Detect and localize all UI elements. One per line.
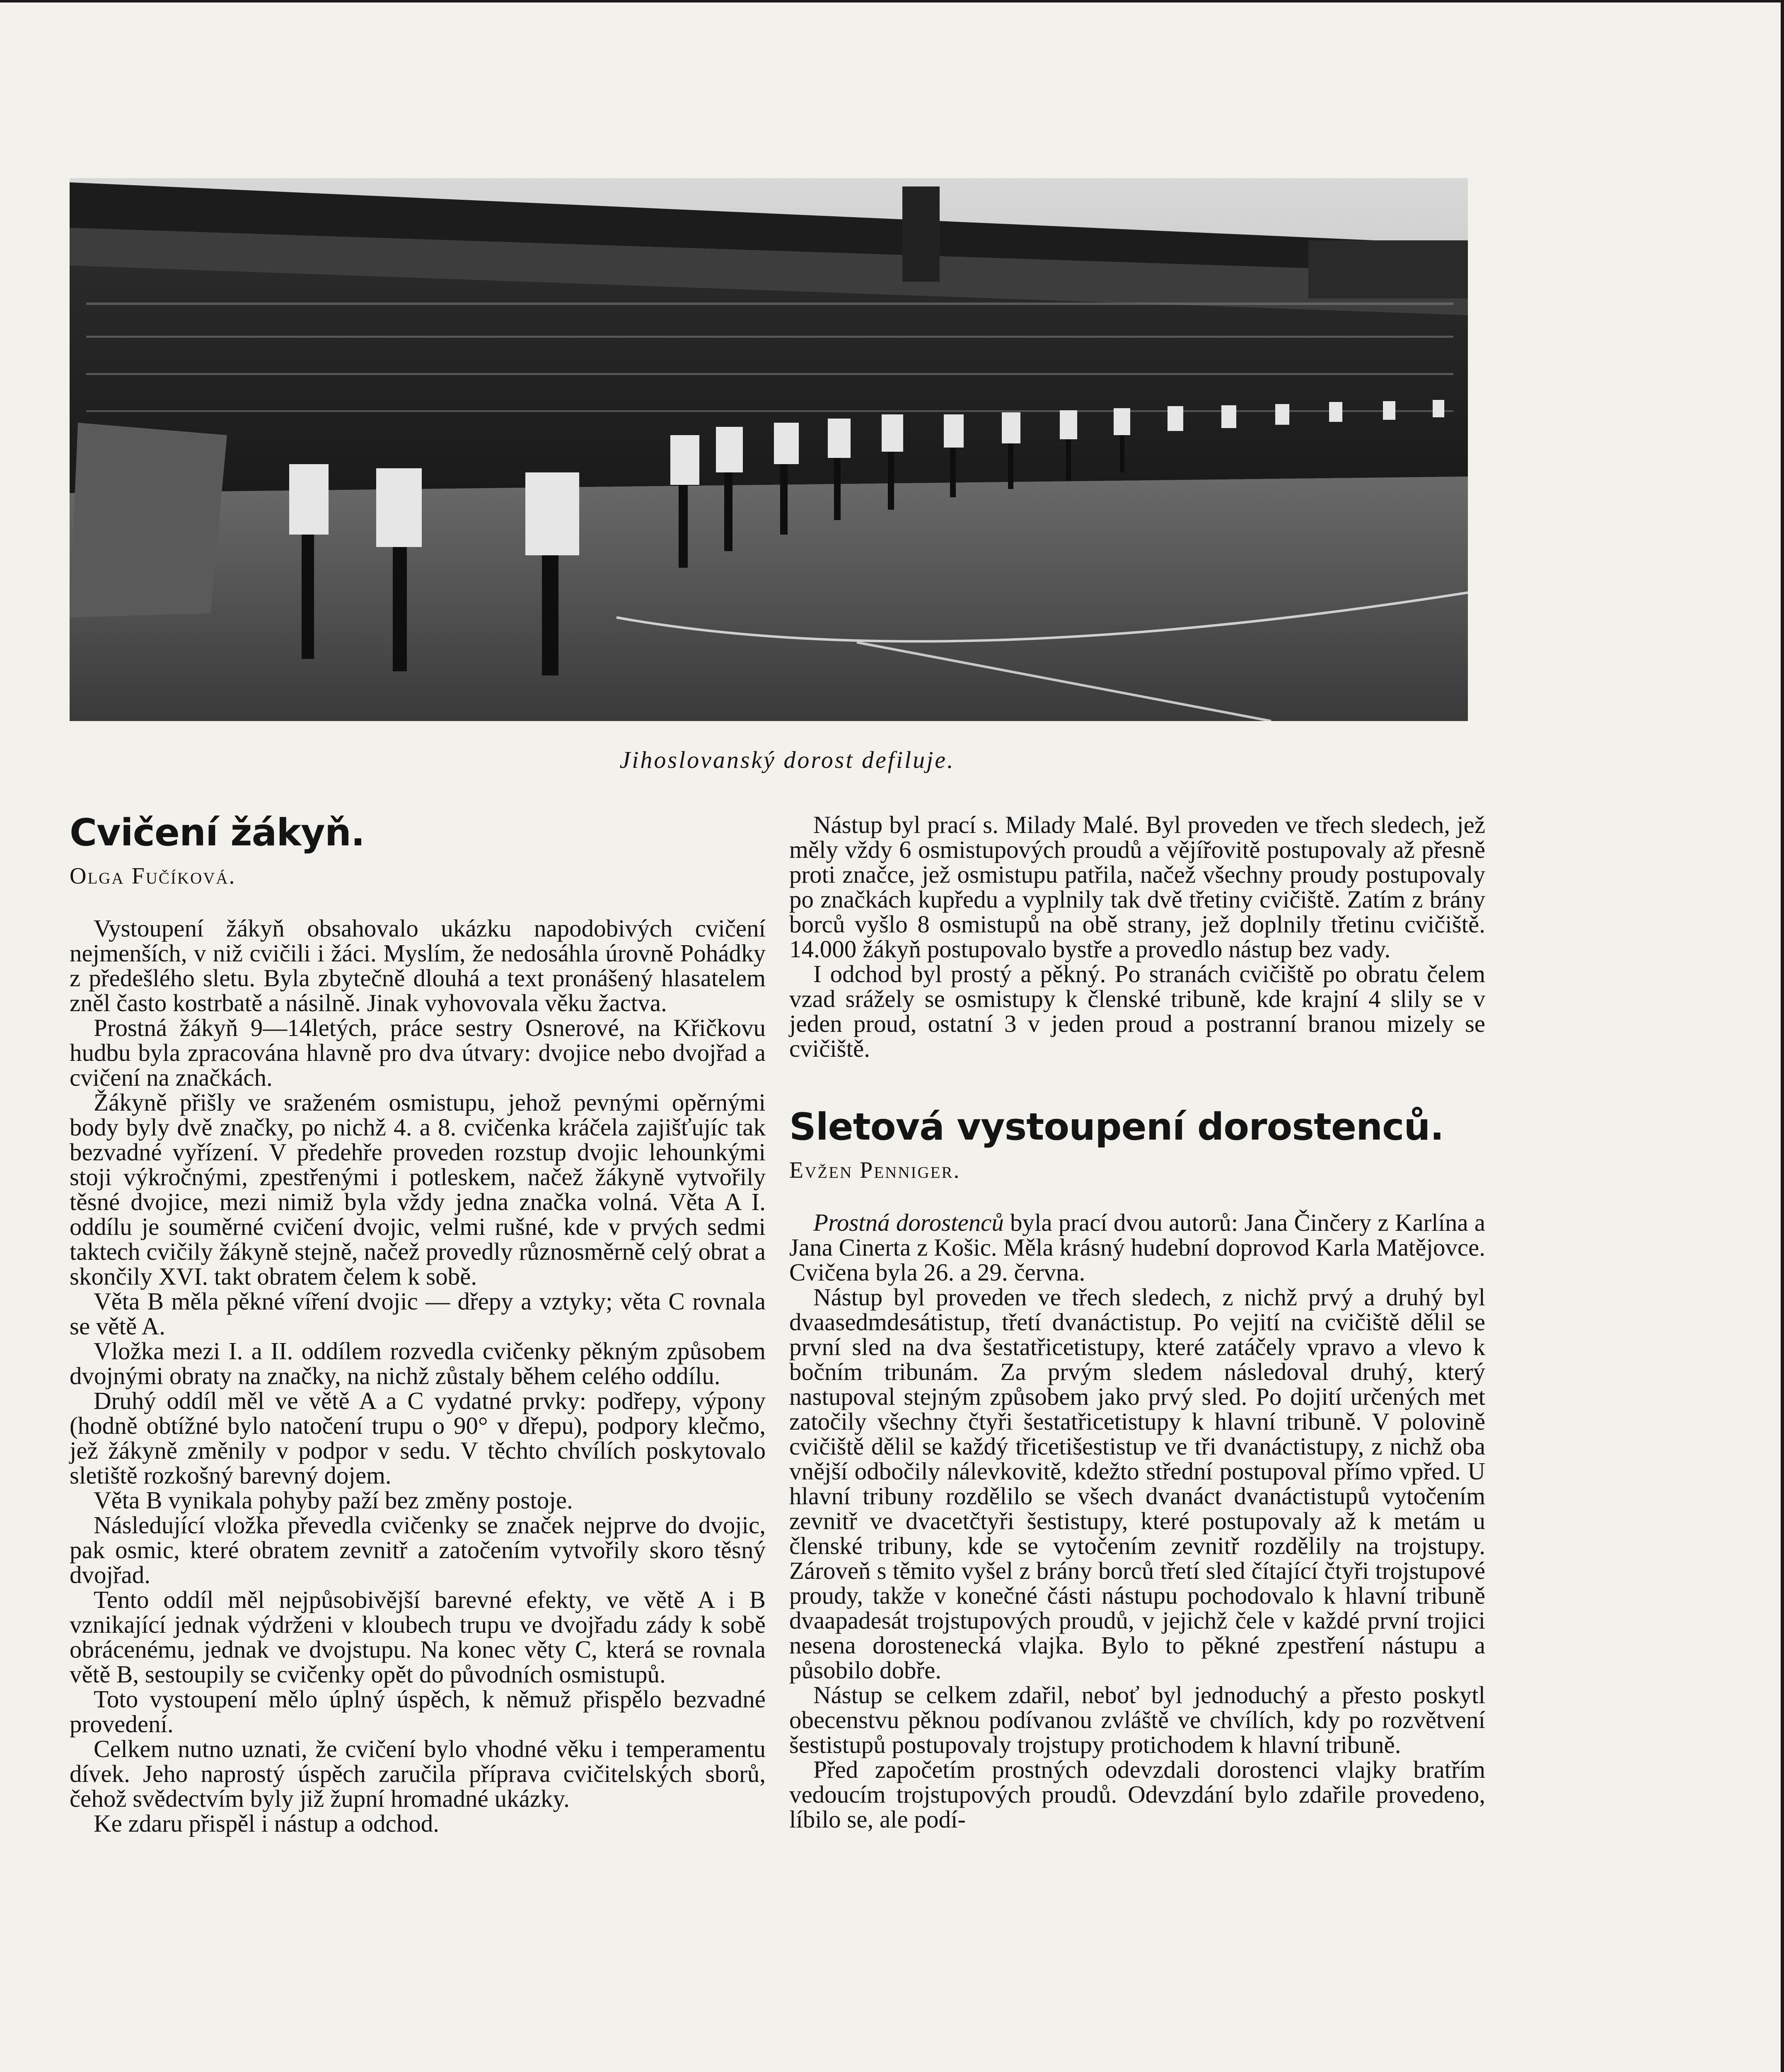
left-column [70,812,766,1836]
article-title-zakyne: Cvičení žákyň. [70,811,365,854]
paragraph: Nástup se celkem zdařil, neboť byl jednoduchý a přesto poskytl obecenstvu pěknou podívanou zvláště ve chvílích, kdy po rozvětvení šestistupů postupovaly trojstupy protichodem k hlavní tribuně. [789,1681,1485,1758]
paragraph: Věta B vynikala pohyby paží bez změny postoje. [94,1486,573,1514]
paragraph: Prostná žákyň 9—14letých, práce sestry Osnerové, na Křičkovu hudbu byla zpracována hlavně pro dva útvary: dvojice nebo dvojřad a cvičení na značkách. [70,1014,766,1091]
article-title-dorostenci: Sletová vystoupení dorostenců. [789,1105,1444,1149]
paragraph: Toto vystoupení mělo úplný úspěch, k němuž přispělo bezvadné provedení. [70,1685,766,1738]
italic-term: Prostná dorostenců [813,1209,1004,1236]
paragraph: Ke zdaru přispěl i nástup a odchod. [94,1810,439,1837]
paragraph-text: byla prací dvou autorů: Jana Činčery z Karlína a Jana Cinerta z Košic. Měla krásný hudební doprovod Karla Matějovce. Cvičena byla 26. a 29. června. [789,1209,1485,1286]
scan-edge-right [1781,0,1784,2072]
paragraph: Žákyně přišly ve sraženém osmistupu, jehož pevnými opěrnými body byly dvě značky, po nichž 4. a 8. cvičenka kráčela zajišťujíc tak bezvadné vyřízení. V předehře proveden rozstup dvojic lehounkými stoji výkročnými, zpestřenými i potleskem, načež žákyně vytvořily těsné dvojice, mezi nimiž byla vždy jedna značka volná. Věta A I. oddílu je souměrné cvičení dvojic, velmi rušné, kde v prvých sedmi taktech cvičily žákyně stejně, načež provedly různosměrně celý obrat a skončily XVI. takt obratem čelem k sobě. [70,1089,766,1290]
paragraph: Druhý oddíl měl ve větě A a C vydatné prvky: podřepy, výpony (hodně obtížné bylo natočení trupu o 90° v dřepu), podpory klečmo, jež žákyně změnily v podpor v sedu. V těchto chvílích poskytovalo sletiště rozkošný barevný dojem. [70,1387,766,1489]
paragraph: Nástup byl proveden ve třech sledech, z nichž prvý a druhý byl dvaasedmdesátistup, třetí dvanáctistup. Po vejití na cvičiště dělil se první sled na dva šestatřicetistupy, které zatáčely vpravo a vlevo k bočním tribunám. Za prvým sledem následoval druhý, který nastupoval stejným způsobem jako prvý sled. Po dojití určených met zatočily všechny čtyři šestatřicetistupy k hlavní tribuně. V polovině cvičiště dělil se každý třicetišestistup ve tři dvanáctistupy, z nichž oba vnější odbočily nálevkovitě, kdežto střední postupoval přímo vpřed. U hlavní tribuny rozdělilo se všech dvanáct dvanáctistupů vytočením zevnitř ve dvacetčtyři šestistupy, které postupovaly až k metám u členské tribuny, kde se vytočením zevnitř rozdělily na trojstupy. Zároveň s těmito vyšel z brány borců třetí sled čítající čtyři trojstupové proudy, takže v konečné části nástupu pochodovalo k hlavní tribuně dvaapadesát trojstupových proudů, v jejichž čele v každé první trojici nesena dorostenecká vlajka. Bylo to pěkné zpestření nástupu a působilo dobře. [789,1283,1485,1684]
paragraph: Vystoupení žákyň obsahovalo ukázku napodobivých cvičení nejmenších, v niž cvičili i žáci. Myslím, že nedosáhla úrovně Pohádky z předešlého sletu. Byla zbytečně dlouhá a text pronášený hlasatelem zněl často kostrbatě a násilně. Jinak vyhovovala věku žactva. [70,915,766,1017]
paragraph: Věta B měla pěkné víření dvojic — dřepy a vztyky; věta C rovnala se větě A. [70,1288,766,1340]
photo-parade [70,178,1468,721]
right-column [789,812,1485,1832]
stadium-parade-image [70,178,1468,721]
scan-edge-top [0,0,1784,2]
paragraph: Následující vložka převedla cvičenky se značek nejprve do dvojic, pak osmic, které obratem zevnitř a zatočením vytvořily skoro těsný dvojřad. [70,1511,766,1588]
article-author-penniger: Evžen Penniger. [789,1157,961,1183]
section-gap [789,1061,1485,1106]
paragraph: I odchod byl prostý a pěkný. Po stranách cvičiště po obratu čelem vzad srážely se osmistupy k členské tribuně, kde krajní 4 slily se v jeden proud, ostatní 3 v jeden proud a postranní branou mizely se cvičiště. [789,960,1485,1062]
paragraph: Vložka mezi I. a II. oddílem rozvedla cvičenky pěkným způsobem dvojnými obraty na značky, na nichž zůstaly během celého oddílu. [70,1337,766,1389]
paragraph [789,1210,1485,1285]
paragraph: Nástup byl prací s. Milady Malé. Byl proveden ve třech sledech, jež měly vždy 6 osmistupových proudů a vějířovitě postupovaly až přesně proti značce, jež osmistupu patřila, načež všechny proudy postupovaly po značkách kupředu a vyplnily tak dvě třetiny cvičiště. Zatím z brány borců vyšlo 8 osmistupů na obě strany, jež doplnily třetinu cvičiště. 14.000 žákyň postupovalo bystře a provedlo nástup bez vady. [789,811,1485,963]
paragraph: Celkem nutno uznati, že cvičení bylo vhodné věku i temperamentu dívek. Jeho naprostý úspěch zaručila příprava cvičitelských sborů, čehož svědectvím byly již župní hromadné ukázky. [70,1735,766,1812]
article-author-fucikova: Olga Fučíková. [70,863,236,889]
paragraph: Tento oddíl měl nejpůsobivější barevné efekty, ve větě A i B vznikající jednak výdrženi v kloubech trupu ve dvojřadu zády k sobě obrácenému, jednak ve dvojstupu. Na konec věty C, která se rovnala větě B, sestoupily se cvičenky opět do původních osmistupů. [70,1586,766,1688]
paragraph: Před započetím prostných odevzdali dorostenci vlajky bratřím vedoucím trojstupových proudů. Odevzdání bylo zdařile provedeno, líbilo se, ale podí- [789,1756,1485,1833]
photo-caption: Jihoslovanský dorost defiluje. [619,746,955,773]
